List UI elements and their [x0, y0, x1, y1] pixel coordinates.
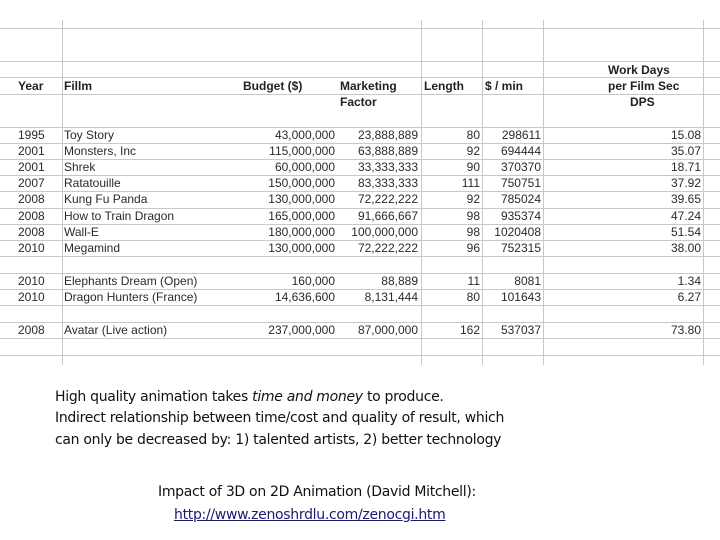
grid-line: [482, 20, 483, 365]
cell-film: Kung Fu Panda: [64, 192, 148, 206]
cell-year: 2010: [18, 290, 45, 304]
cell-dps: 73.80: [670, 323, 701, 337]
cell-marketing: 8,131,444: [364, 290, 418, 304]
grid-line: [62, 20, 63, 365]
reference-link[interactable]: http://www.zenoshrdlu.com/zenocgi.htm: [174, 507, 446, 523]
grid-line: [703, 20, 704, 365]
note-line-3: can only be decreased by: 1) talented artists, 2) better technology: [55, 432, 502, 448]
cell-length: 98: [466, 209, 480, 223]
cell-dps: 1.34: [677, 274, 701, 288]
header-budget: Budget ($): [243, 79, 303, 93]
cell-length: 111: [461, 176, 480, 190]
header-length: Length: [424, 79, 464, 93]
cell-per-min: 101643: [500, 290, 541, 304]
cell-year: 2008: [18, 323, 45, 337]
header-marketing-line2: Factor: [340, 95, 377, 109]
cell-film: Elephants Dream (Open): [64, 274, 198, 288]
cell-marketing: 91,666,667: [357, 209, 418, 223]
cell-dps: 37.92: [670, 176, 701, 190]
cell-length: 11: [467, 274, 480, 288]
cell-budget: 115,000,000: [269, 144, 335, 158]
cell-length: 80: [466, 290, 480, 304]
cell-budget: 60,000,000: [274, 160, 335, 174]
cell-year: 2001: [18, 144, 45, 158]
cell-length: 92: [466, 144, 480, 158]
note-emphasis: time and money: [252, 389, 363, 405]
cell-length: 96: [466, 241, 480, 255]
cell-budget: 150,000,000: [268, 176, 335, 190]
note-text: to produce.: [362, 389, 444, 405]
cell-marketing: 100,000,000: [351, 225, 418, 239]
cell-per-min: 370370: [500, 160, 541, 174]
cell-year: 2008: [18, 192, 45, 206]
note-text: High quality animation takes: [55, 389, 253, 405]
cell-year: 2008: [18, 225, 45, 239]
header-dps-line3: DPS: [630, 95, 655, 109]
cell-budget: 130,000,000: [268, 241, 335, 255]
cell-dps: 6.27: [677, 290, 701, 304]
cell-film: Monsters, Inc: [64, 144, 137, 158]
header-year: Year: [18, 79, 44, 93]
header-per-min: $ / min: [485, 79, 524, 93]
cell-per-min: 1020408: [494, 225, 541, 239]
grid-line: [0, 77, 720, 78]
cell-film: Toy Story: [64, 128, 115, 142]
cell-dps: 39.65: [670, 192, 701, 206]
grid-line: [0, 28, 720, 29]
citation: Impact of 3D on 2D Animation (David Mitchell):: [158, 484, 476, 500]
note-line-1: [55, 389, 444, 405]
grid-line: [0, 94, 720, 95]
grid-line: [0, 256, 720, 257]
cell-budget: 130,000,000: [268, 192, 335, 206]
cell-per-min: 298611: [501, 128, 541, 142]
cell-per-min: 935374: [500, 209, 541, 223]
header-film: Fillm: [64, 79, 93, 93]
cell-film: How to Train Dragon: [64, 209, 175, 223]
cell-dps: 35.07: [670, 144, 701, 158]
cell-dps: 15.08: [670, 128, 701, 142]
cell-year: 2010: [18, 274, 45, 288]
cell-dps: 18.71: [670, 160, 701, 174]
header-marketing-line1: Marketing: [340, 79, 397, 93]
cell-budget: 237,000,000: [268, 323, 335, 337]
cell-film: Ratatouille: [64, 176, 121, 190]
grid-line: [0, 355, 720, 356]
grid-line: [0, 305, 720, 306]
cell-length: 90: [466, 160, 480, 174]
cell-film: Dragon Hunters (France): [64, 290, 198, 304]
grid-line: [421, 20, 422, 365]
cell-length: 98: [466, 225, 480, 239]
cell-marketing: 63,888,889: [357, 144, 418, 158]
cell-length: 162: [459, 323, 480, 337]
cell-marketing: 23,888,889: [357, 128, 418, 142]
cell-per-min: 537037: [500, 323, 541, 337]
cell-film: Avatar (Live action): [64, 323, 168, 337]
cell-budget: 160,000: [291, 274, 335, 288]
header-dps-line2: per Film Sec: [608, 79, 680, 93]
cell-year: 2010: [18, 241, 45, 255]
cell-marketing: 33,333,333: [357, 160, 418, 174]
cell-dps: 38.00: [670, 241, 701, 255]
cell-budget: 165,000,000: [268, 209, 335, 223]
cell-year: 1995: [18, 128, 45, 142]
grid-line: [0, 338, 720, 339]
grid-line: [543, 20, 544, 365]
cell-film: Megamind: [64, 241, 121, 255]
cell-marketing: 72,222,222: [357, 192, 418, 206]
cell-per-min: 8081: [514, 274, 541, 288]
cell-per-min: 694444: [500, 144, 541, 158]
cell-budget: 43,000,000: [274, 128, 335, 142]
cell-marketing: 88,889: [381, 274, 418, 288]
cell-film: Wall-E: [64, 225, 99, 239]
cell-marketing: 87,000,000: [357, 323, 418, 337]
cell-film: Shrek: [64, 160, 96, 174]
cell-year: 2008: [18, 209, 45, 223]
cell-length: 80: [466, 128, 480, 142]
cell-budget: 180,000,000: [268, 225, 335, 239]
cell-marketing: 83,333,333: [357, 176, 418, 190]
cell-length: 92: [466, 192, 480, 206]
note-line-2: Indirect relationship between time/cost and quality of result, which: [55, 410, 505, 426]
cell-year: 2007: [18, 176, 45, 190]
cell-budget: 14,636,600: [274, 290, 335, 304]
cell-marketing: 72,222,222: [357, 241, 418, 255]
cell-dps: 47.24: [670, 209, 701, 223]
cell-year: 2001: [18, 160, 45, 174]
cell-per-min: 785024: [500, 192, 541, 206]
grid-line: [0, 61, 720, 62]
cell-dps: 51.54: [670, 225, 701, 239]
cell-per-min: 750751: [500, 176, 541, 190]
header-dps-line1: Work Days: [608, 63, 670, 77]
cell-per-min: 752315: [500, 241, 541, 255]
